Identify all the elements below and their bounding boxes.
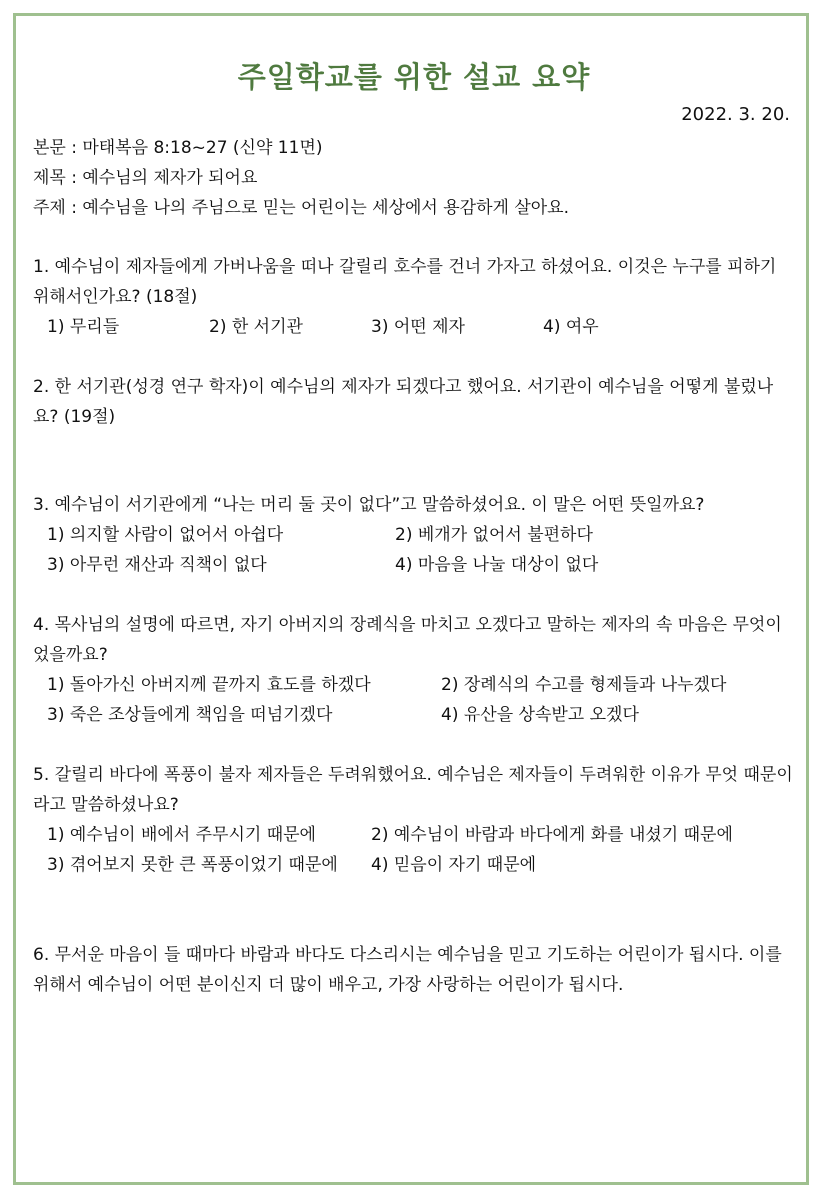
option: 3) 어떤 제자 [371, 317, 465, 337]
question-4 [33, 610, 793, 730]
option: 4) 유산을 상속받고 오겠다 [441, 705, 639, 725]
sermon-theme: 주제 : 예수님을 나의 주님으로 믿는 어린이는 세상에서 용감하게 살아요. [33, 198, 570, 218]
page-border [13, 13, 809, 1185]
question-text: 5. 갈릴리 바다에 폭풍이 불자 제자들은 두려워했어요. 예수님은 제자들이 두려워한 이유가 무엇 때문이라고 말씀하셨나요? [33, 765, 793, 815]
option: 1) 돌아가신 아버지께 끝까지 효도를 하겠다 [47, 675, 371, 695]
scripture-reference: 본문 : 마태복음 8:18~27 (신약 11면) [33, 138, 323, 158]
options-row [33, 850, 793, 880]
question-text: 1. 예수님이 제자들에게 가버나움을 떠나 갈릴리 호수를 건너 가자고 하셨어요. 이것은 누구를 피하기 위해서인가요? (18절) [33, 257, 777, 307]
options-row [33, 312, 793, 342]
option: 2) 베개가 없어서 불편하다 [395, 525, 593, 545]
option: 4) 여우 [543, 317, 599, 337]
option: 3) 겪어보지 못한 큰 폭풍이었기 때문에 [47, 855, 338, 875]
option: 1) 예수님이 배에서 주무시기 때문에 [47, 825, 316, 845]
page-title: 주일학교를 위한 설교 요약 [237, 60, 591, 94]
question-1 [33, 252, 793, 342]
option: 2) 장례식의 수고를 형제들과 나누겠다 [441, 675, 727, 695]
options-row [33, 520, 793, 550]
question-text: 2. 한 서기관(성경 연구 학자)이 예수님의 제자가 되겠다고 했어요. 서기관이 예수님을 어떻게 불렀나요? (19절) [33, 377, 774, 427]
question-3 [33, 490, 793, 580]
option: 1) 무리들 [47, 317, 120, 337]
option: 3) 아무런 재산과 직책이 없다 [47, 555, 267, 575]
options-row [33, 550, 793, 580]
option: 4) 믿음이 자기 때문에 [371, 855, 537, 875]
option: 2) 한 서기관 [209, 317, 303, 337]
options-row [33, 700, 793, 730]
sermon-date: 2022. 3. 20. [681, 104, 790, 125]
option: 3) 죽은 조상들에게 책임을 떠넘기겠다 [47, 705, 333, 725]
question-5 [33, 760, 793, 880]
question-6 [33, 940, 793, 1000]
question-text: 6. 무서운 마음이 들 때마다 바람과 바다도 다스리시는 예수님을 믿고 기도하는 어린이가 됩시다. 이를 위해서 예수님이 어떤 분이신지 더 많이 배우고, 가장 사랑하는 어린이가 됩시다. [33, 945, 782, 995]
options-row [33, 670, 793, 700]
question-2 [33, 372, 793, 432]
option: 4) 마음을 나눌 대상이 없다 [395, 555, 599, 575]
option: 1) 의지할 사람이 없어서 아쉽다 [47, 525, 284, 545]
option: 2) 예수님이 바람과 바다에게 화를 내셨기 때문에 [371, 825, 733, 845]
sermon-subject: 제목 : 예수님의 제자가 되어요 [33, 168, 258, 188]
options-row [33, 820, 793, 850]
question-text: 4. 목사님의 설명에 따르면, 자기 아버지의 장례식을 마치고 오겠다고 말하는 제자의 속 마음은 무엇이었을까요? [33, 615, 782, 665]
question-text: 3. 예수님이 서기관에게 “나는 머리 둘 곳이 없다”고 말씀하셨어요. 이 말은 어떤 뜻일까요? [33, 495, 705, 515]
